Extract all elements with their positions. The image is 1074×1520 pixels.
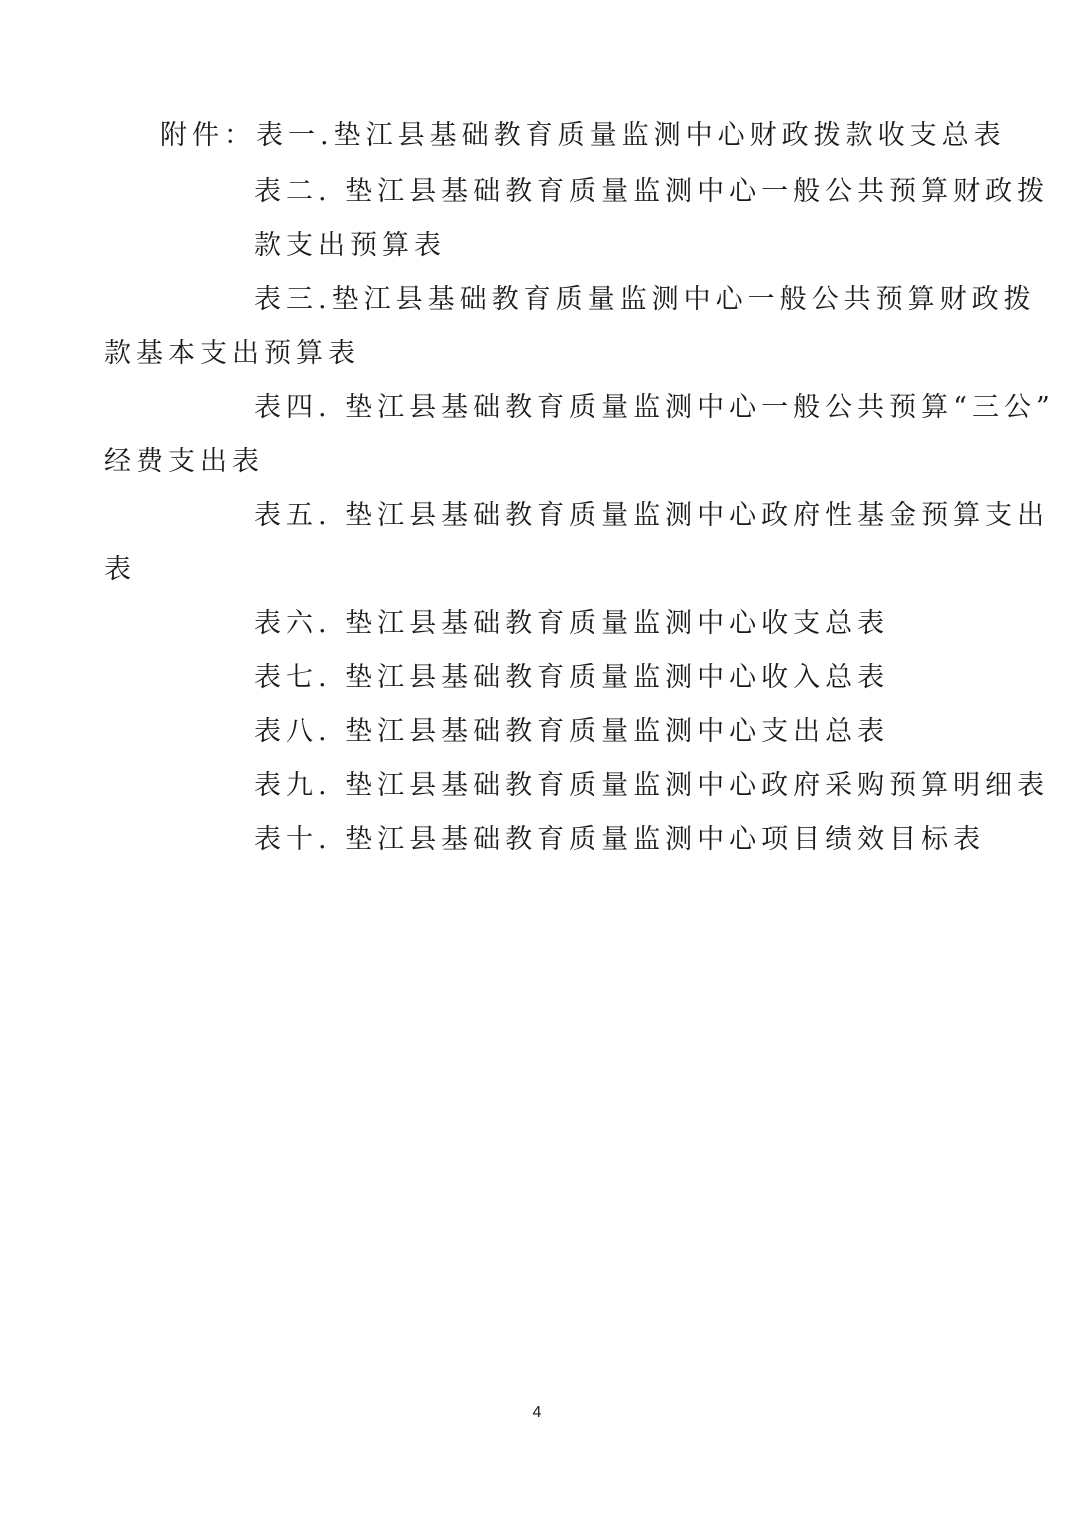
attachment-line-3-cont: 款基本支出预算表 <box>104 338 360 369</box>
attachment-line-5-cont: 表 <box>104 554 136 585</box>
attachment-line-10: 表十. 垫江县基础教育质量监测中心项目绩效目标表 <box>254 824 986 855</box>
attachment-line-5: 表五. 垫江县基础教育质量监测中心政府性基金预算支出 <box>254 500 1050 531</box>
attachment-item-1: 表一.垫江县基础教育质量监测中心财政拨款收支总表 <box>256 120 1006 151</box>
attachment-line-9: 表九. 垫江县基础教育质量监测中心政府采购预算明细表 <box>254 770 1050 801</box>
attachment-line-4-cont: 经费支出表 <box>104 446 264 477</box>
attachment-line-6: 表六. 垫江县基础教育质量监测中心收支总表 <box>254 608 890 639</box>
attachment-line-1 <box>160 122 1006 149</box>
attachment-line-2-cont: 款支出预算表 <box>254 230 446 261</box>
attachment-line-4: 表四. 垫江县基础教育质量监测中心一般公共预算“三公” <box>254 392 1055 423</box>
attachment-line-2: 表二. 垫江县基础教育质量监测中心一般公共预算财政拨 <box>254 176 1050 207</box>
attachment-line-8: 表八. 垫江县基础教育质量监测中心支出总表 <box>254 716 890 747</box>
attachment-prefix: 附件： <box>160 120 256 151</box>
page-number: 4 <box>532 1404 542 1421</box>
attachment-line-3: 表三.垫江县基础教育质量监测中心一般公共预算财政拨 <box>254 284 1036 315</box>
attachment-line-7: 表七. 垫江县基础教育质量监测中心收入总表 <box>254 662 890 693</box>
